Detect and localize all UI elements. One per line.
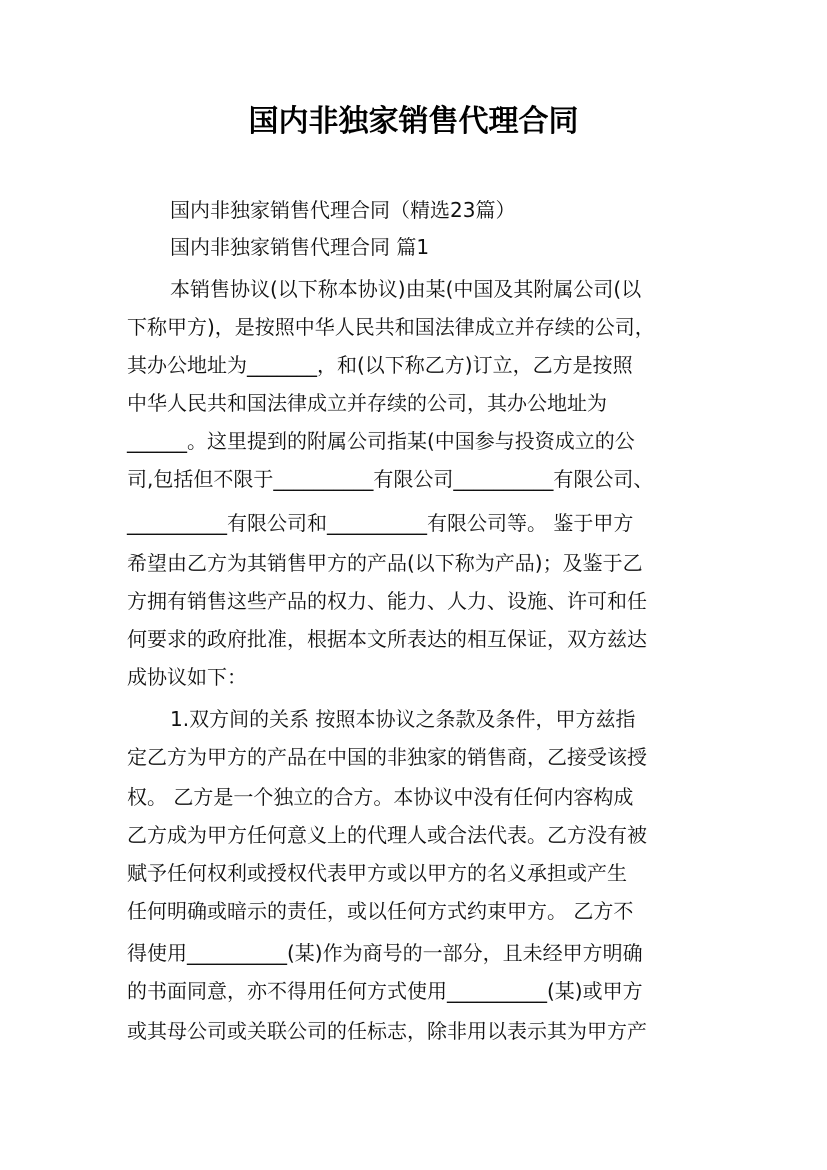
paragraph-line: 本销售协议(以下称本协议)由某(中国及其附属公司(以 [170, 277, 642, 301]
subtitle-line: 国内非独家销售代理合同（精选23篇） [170, 198, 516, 222]
paragraph-line: 其办公地址为_______，和(以下称乙方)订立，乙方是按照 [127, 353, 633, 377]
paragraph-line: 权。 乙方是一个独立的合方。本协议中没有任何内容构成 [127, 785, 634, 809]
paragraph-line: 得使用__________(某)作为商号的一部分，且未经甲方明确 [127, 941, 643, 965]
paragraph-line: 1.双方间的关系 按照本协议之条款及条件，甲方兹指 [170, 707, 636, 731]
paragraph-line: 司,包括但不限于__________有限公司__________有限公司、 [127, 467, 654, 491]
paragraph-line: 下称甲方)，是按照中华人民共和国法律成立并存续的公司， [127, 315, 655, 339]
section-heading: 国内非独家销售代理合同 篇1 [170, 235, 430, 259]
paragraph-line: __________有限公司和__________有限公司等。 鉴于甲方 [127, 511, 634, 535]
paragraph-line: 乙方成为甲方任何意义上的代理人或合法代表。乙方没有被 [127, 823, 647, 847]
paragraph-line: 或其母公司或关联公司的任标志，除非用以表示其为甲方产 [127, 1019, 647, 1043]
paragraph-line: 的书面同意，亦不得用任何方式使用__________(某)或甲方 [127, 979, 643, 1003]
paragraph-line: 中华人民共和国法律成立并存续的公司，其办公地址为 [127, 391, 607, 415]
paragraph-line: 方拥有销售这些产品的权力、能力、人力、设施、许可和任 [127, 589, 647, 613]
paragraph-line: 定乙方为甲方的产品在中国的非独家的销售商，乙接受该授 [127, 745, 647, 769]
paragraph-line: 任何明确或暗示的责任，或以任何方式约束甲方。 乙方不 [127, 899, 634, 923]
paragraph-line: 成协议如下： [127, 665, 247, 689]
paragraph-line: 希望由乙方为其销售甲方的产品(以下称为产品)；及鉴于乙 [127, 551, 643, 575]
document-title: 国内非独家销售代理合同 [248, 104, 579, 139]
paragraph-line: ______。这里提到的附属公司指某(中国参与投资成立的公 [127, 429, 635, 453]
paragraph-line: 赋予任何权利或授权代表甲方或以甲方的名义承担或产生 [127, 861, 627, 885]
paragraph-line: 何要求的政府批准，根据本文所表达的相互保证，双方兹达 [127, 627, 647, 651]
